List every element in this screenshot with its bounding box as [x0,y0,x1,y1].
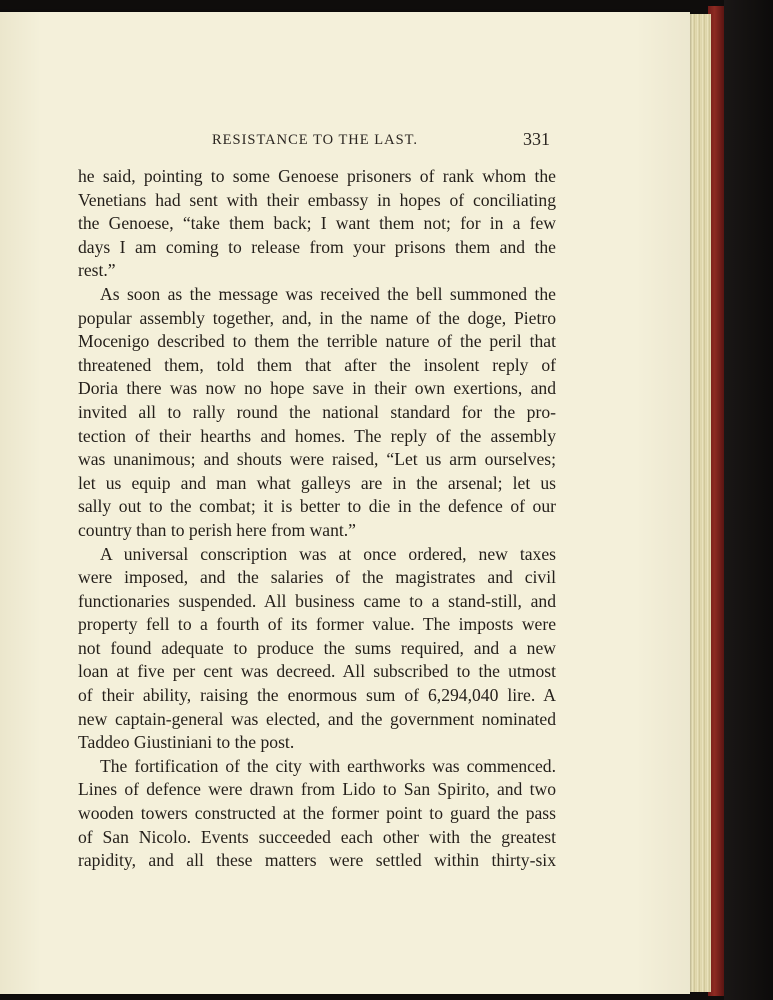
text-line: were imposed, and the salaries of the magistrates and civil [78,567,556,588]
text-line: rest.” [78,260,116,281]
text-line: not found adequate to produce the sums required, and a new [78,637,556,658]
text-line: Mocenigo described to them the terrible nature of the peril that [78,331,556,352]
text-line: tection of their hearths and homes. The reply of the assembly [78,425,556,446]
book-page [0,12,690,994]
text-line: invited all to rally round the national standard for the pro- [78,401,556,422]
text-line: was unanimous; and shouts were raised, “Let us arm ourselves; [78,449,556,470]
text-line: days I am coming to release from your prisons them and the [78,236,556,257]
text-line: of San Nicolo. Events succeeded each other with the greatest [78,826,556,847]
text-line: The fortification of the city with earthworks was commenced. [100,755,556,776]
text-line: the Genoese, “take them back; I want them not; for in a few [78,213,556,234]
text-line: new captain-general was elected, and the government nominated [78,708,556,729]
running-title: RESISTANCE TO THE LAST. [212,132,419,148]
text-line: loan at five per cent was decreed. All subscribed to the utmost [78,661,556,682]
text-line: rapidity, and all these matters were settled within thirty-six [78,850,556,871]
text-line: As soon as the message was received the bell summoned the [100,283,556,304]
text-line: Venetians had sent with their embassy in hopes of conciliating [78,189,556,210]
text-line: popular assembly together, and, in the name of the doge, Pietro [78,307,556,328]
text-line: country than to perish here from want.” [78,519,356,540]
text-line: wooden towers constructed at the former point to guard the pass [78,803,556,824]
text-line: Doria there was now no hope save in their own exertions, and [78,378,556,399]
text-line: he said, pointing to some Genoese prisoners of rank whom the [78,166,556,186]
text-line: Taddeo Giustiniani to the post. [78,732,295,753]
text-line: threatened them, told them that after the insolent reply of [78,354,556,375]
text-line: property fell to a fourth of its former value. The imposts were [78,614,556,635]
text-line: of their ability, raising the enormous sum of 6,294,040 lire. A [78,685,556,706]
text-line: let us equip and man what galleys are in the arsenal; let us [78,472,556,493]
body-text [78,165,556,873]
text-line: sally out to the combat; it is better to die in the defence of our [78,496,556,517]
text-line: A universal conscription was at once ordered, new taxes [100,543,556,564]
background-right [724,0,773,1000]
text-line: Lines of defence were drawn from Lido to San Spirito, and two [78,779,556,800]
text-line: functionaries suspended. All business came to a stand-still, and [78,590,556,611]
page-number: 331 [523,129,550,149]
